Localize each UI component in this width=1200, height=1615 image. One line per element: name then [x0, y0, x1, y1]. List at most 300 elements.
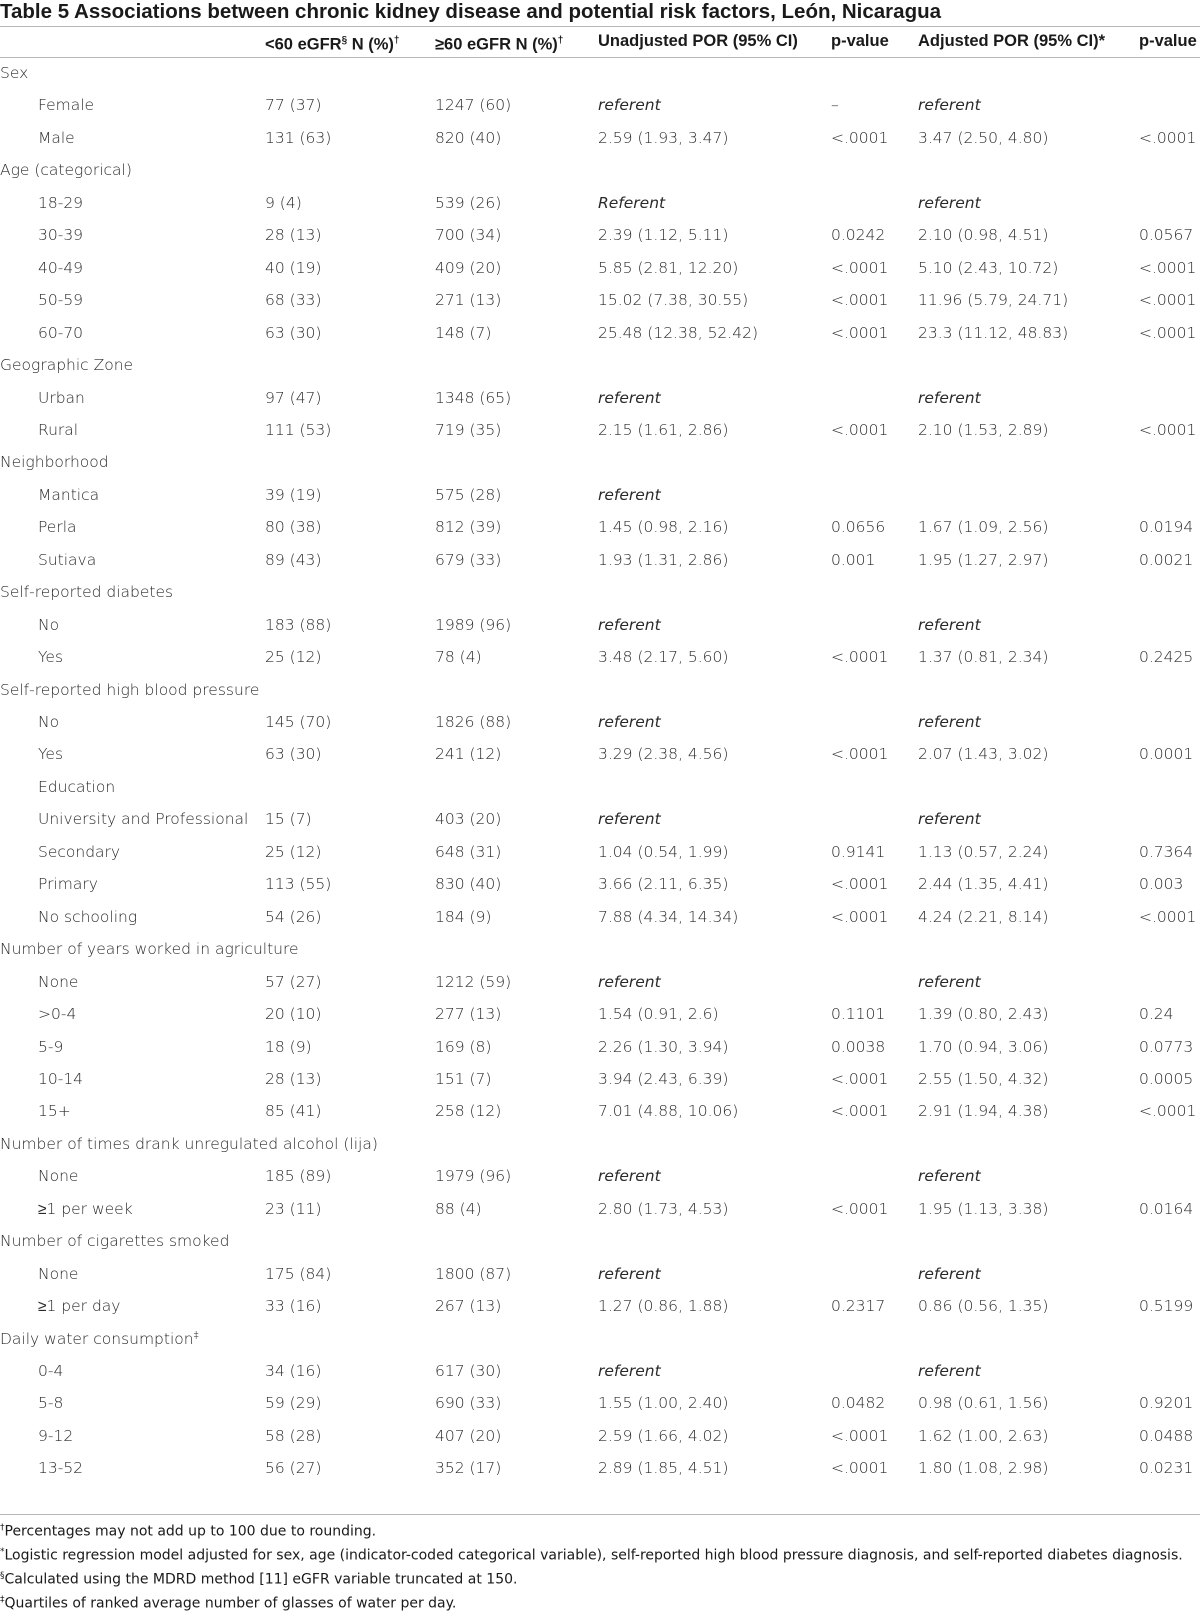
- cell-lt60-egfr: 54 (26): [265, 907, 322, 926]
- cell-adjusted-por: referent: [918, 972, 981, 991]
- row-label: [38, 738, 63, 771]
- label-text: Yes: [38, 648, 64, 667]
- cell-p-value-adjusted: <.0001: [1139, 258, 1197, 277]
- table-row: [0, 1387, 1200, 1420]
- cell-lt60-egfr: 68 (33): [265, 291, 322, 310]
- cell-lt60-egfr: 15 (7): [265, 810, 312, 829]
- cell-p-value-adjusted: 0.7364: [1139, 842, 1194, 861]
- cell-ge60-egfr: 148 (7): [435, 323, 492, 342]
- label-text: 5-9: [38, 1037, 64, 1056]
- row-label: [38, 187, 83, 220]
- cell-lt60-egfr: 111 (53): [265, 420, 332, 439]
- label-text: Rural: [38, 420, 79, 439]
- cell-ge60-egfr: 575 (28): [435, 485, 502, 504]
- table-group-row: [0, 446, 1200, 479]
- row-label: [38, 317, 83, 350]
- cell-unadjusted-por: referent: [598, 713, 661, 731]
- row-label: [38, 998, 76, 1031]
- cell-p-value-adjusted: 0.0773: [1139, 1037, 1194, 1056]
- cell-lt60-egfr: 63 (30): [265, 323, 322, 342]
- table-row: [0, 966, 1200, 999]
- label-text: 9-12: [38, 1426, 74, 1445]
- cell-adjusted-por: 1.95 (1.27, 2.97): [918, 550, 1049, 569]
- cell-adjusted-por: 1.95 (1.13, 3.38): [918, 1199, 1049, 1218]
- footnote: †Percentages may not add up to 100 due to rounding.: [0, 1523, 377, 1540]
- cell-lt60-egfr: 89 (43): [265, 550, 322, 569]
- label-text: None: [38, 1167, 79, 1186]
- cell-lt60-egfr: 175 (84): [265, 1264, 332, 1283]
- label-text: Perla: [38, 518, 77, 537]
- label-text: Secondary: [38, 842, 121, 861]
- group-label: [0, 1128, 378, 1161]
- cell-ge60-egfr: 184 (9): [435, 907, 492, 926]
- cell-p-value-unadjusted: 0.9141: [831, 842, 886, 861]
- cell-p-value-adjusted: <.0001: [1139, 291, 1197, 310]
- cell-unadjusted-por: 1.45 (0.98, 2.16): [598, 518, 729, 537]
- footnote-mark: ‡: [193, 1329, 199, 1341]
- cell-p-value-unadjusted: <.0001: [831, 258, 889, 277]
- row-label: [38, 252, 83, 285]
- cell-unadjusted-por: referent: [598, 1167, 661, 1186]
- label-text: 40-49: [38, 258, 84, 277]
- label-text: ≥1 per week: [38, 1199, 133, 1218]
- row-label: [38, 479, 99, 512]
- cell-unadjusted-por: 1.27 (0.86, 1.88): [598, 1297, 729, 1316]
- row-label: [38, 836, 120, 869]
- footnote: §Calculated using the MDRD method [11] eGFR variable truncated at 150.: [0, 1571, 518, 1588]
- table-row: [0, 1258, 1200, 1291]
- table-group-row: [0, 933, 1200, 966]
- cell-p-value-adjusted: 0.0567: [1139, 226, 1194, 245]
- footnote: *Logistic regression model adjusted for sex, age (indicator-coded categorical variable), self-reported high blood pressure diagnosis, and self-reported diabetes diagnosis.: [0, 1547, 1183, 1564]
- cell-adjusted-por: referent: [918, 193, 981, 212]
- table-row: [0, 706, 1200, 739]
- cell-p-value-unadjusted: <.0001: [831, 420, 889, 439]
- group-label: [0, 1225, 229, 1258]
- header-lt60-egfr: <60 eGFR§ N (%)†: [265, 35, 400, 54]
- cell-lt60-egfr: 9 (4): [265, 193, 302, 212]
- label-text: 13-52: [38, 1459, 84, 1478]
- cell-lt60-egfr: 97 (47): [265, 388, 322, 407]
- cell-adjusted-por: 0.86 (0.56, 1.35): [918, 1297, 1049, 1316]
- cell-p-value-unadjusted: <.0001: [831, 1426, 889, 1445]
- table-row: [0, 771, 1200, 804]
- cell-ge60-egfr: 277 (13): [435, 1005, 502, 1024]
- row-label: [38, 1063, 83, 1096]
- row-label: [38, 1031, 63, 1064]
- cell-lt60-egfr: 20 (10): [265, 1005, 322, 1024]
- cell-unadjusted-por: 1.54 (0.91, 2.6): [598, 1005, 719, 1024]
- cell-ge60-egfr: 690 (33): [435, 1394, 502, 1413]
- table-group-row: [0, 1323, 1200, 1356]
- header-unadjusted-por: Unadjusted POR (95% CI): [598, 32, 798, 50]
- cell-adjusted-por: referent: [918, 96, 981, 115]
- label-text: >0-4: [38, 1005, 77, 1024]
- row-label: [38, 544, 96, 577]
- cell-adjusted-por: 11.96 (5.79, 24.71): [918, 291, 1069, 310]
- group-label: [0, 933, 299, 966]
- cell-p-value-adjusted: <.0001: [1139, 128, 1197, 147]
- cell-ge60-egfr: 88 (4): [435, 1199, 482, 1218]
- cell-p-value-unadjusted: <.0001: [831, 291, 889, 310]
- table-row: [0, 1452, 1200, 1485]
- cell-adjusted-por: 1.13 (0.57, 2.24): [918, 842, 1049, 861]
- bottom-rule: [0, 1514, 1200, 1515]
- table-row: [0, 1420, 1200, 1453]
- table-group-row: [0, 349, 1200, 382]
- row-label: [38, 771, 115, 804]
- cell-adjusted-por: referent: [918, 1167, 981, 1186]
- table-row: [0, 511, 1200, 544]
- cell-unadjusted-por: referent: [598, 96, 661, 115]
- cell-p-value-unadjusted: <.0001: [831, 648, 889, 667]
- cell-ge60-egfr: 169 (8): [435, 1037, 492, 1056]
- cell-adjusted-por: referent: [918, 810, 981, 829]
- table-row: [0, 219, 1200, 252]
- cell-unadjusted-por: referent: [598, 1362, 661, 1380]
- cell-p-value-adjusted: 0.0231: [1139, 1459, 1194, 1478]
- cell-adjusted-por: referent: [918, 615, 981, 634]
- cell-ge60-egfr: 617 (30): [435, 1362, 502, 1380]
- cell-p-value-adjusted: 0.5199: [1139, 1297, 1194, 1316]
- row-label: [38, 284, 83, 317]
- table-row: [0, 1193, 1200, 1226]
- label-text: Male: [38, 128, 75, 147]
- cell-unadjusted-por: referent: [598, 485, 661, 504]
- label-text: None: [38, 1264, 79, 1283]
- cell-ge60-egfr: 352 (17): [435, 1459, 502, 1478]
- cell-p-value-unadjusted: 0.0656: [831, 518, 886, 537]
- row-label: [38, 511, 77, 544]
- label-text: Self-reported diabetes: [0, 583, 174, 602]
- group-label: [0, 349, 133, 382]
- footnotes: [0, 1518, 1200, 1615]
- cell-adjusted-por: 5.10 (2.43, 10.72): [918, 258, 1059, 277]
- label-text: 5-8: [38, 1394, 64, 1413]
- cell-ge60-egfr: 1212 (59): [435, 972, 512, 991]
- label-text: Sex: [0, 64, 29, 82]
- cell-adjusted-por: referent: [918, 713, 981, 731]
- table-group-row: [0, 1225, 1200, 1258]
- label-text: Age (categorical): [0, 161, 132, 180]
- cell-p-value-unadjusted: 0.0038: [831, 1037, 886, 1056]
- row-label: [38, 382, 85, 415]
- label-text: 15+: [38, 1102, 71, 1121]
- cell-ge60-egfr: 267 (13): [435, 1297, 502, 1316]
- label-text: No: [38, 713, 60, 731]
- cell-ge60-egfr: 812 (39): [435, 518, 502, 537]
- cell-unadjusted-por: 25.48 (12.38, 52.42): [598, 323, 758, 342]
- label-text: Neighborhood: [0, 453, 109, 472]
- cell-lt60-egfr: 18 (9): [265, 1037, 312, 1056]
- label-text: Primary: [38, 875, 98, 894]
- label-text: Sutiava: [38, 550, 97, 569]
- table-row: [0, 187, 1200, 220]
- cell-unadjusted-por: 3.94 (2.43, 6.39): [598, 1069, 729, 1088]
- cell-ge60-egfr: 409 (20): [435, 258, 502, 277]
- group-label: [0, 674, 259, 707]
- table-row: [0, 738, 1200, 771]
- cell-ge60-egfr: 820 (40): [435, 128, 502, 147]
- cell-adjusted-por: 2.44 (1.35, 4.41): [918, 875, 1049, 894]
- cell-p-value-adjusted: <.0001: [1139, 323, 1197, 342]
- cell-adjusted-por: 1.62 (1.00, 2.63): [918, 1426, 1049, 1445]
- header-ge60-egfr: ≥60 eGFR N (%)†: [435, 35, 564, 54]
- cell-lt60-egfr: 28 (13): [265, 1069, 322, 1088]
- cell-adjusted-por: 23.3 (11.12, 48.83): [918, 323, 1069, 342]
- table-row: [0, 609, 1200, 642]
- cell-unadjusted-por: referent: [598, 810, 661, 829]
- row-label: [38, 966, 78, 999]
- cell-unadjusted-por: referent: [598, 388, 661, 407]
- table-group-row: [0, 576, 1200, 609]
- cell-unadjusted-por: 3.66 (2.11, 6.35): [598, 875, 729, 894]
- cell-p-value-unadjusted: <.0001: [831, 1459, 889, 1478]
- cell-ge60-egfr: 539 (26): [435, 193, 502, 212]
- cell-unadjusted-por: 7.88 (4.34, 14.34): [598, 907, 739, 926]
- label-text: Urban: [38, 388, 85, 407]
- cell-adjusted-por: referent: [918, 388, 981, 407]
- group-label: [0, 154, 132, 187]
- cell-unadjusted-por: 2.15 (1.61, 2.86): [598, 420, 729, 439]
- table-row: [0, 1290, 1200, 1323]
- cell-lt60-egfr: 33 (16): [265, 1297, 322, 1316]
- table-row: [0, 1031, 1200, 1064]
- group-label: [0, 1323, 199, 1356]
- label-text: Number of years worked in agriculture: [0, 940, 299, 959]
- cell-ge60-egfr: 1989 (96): [435, 615, 512, 634]
- cell-p-value-unadjusted: 0.1101: [831, 1005, 886, 1024]
- label-text: Number of times drank unregulated alcohol (lija): [0, 1134, 378, 1153]
- cell-unadjusted-por: 7.01 (4.88, 10.06): [598, 1102, 739, 1121]
- cell-lt60-egfr: 56 (27): [265, 1459, 322, 1478]
- cell-unadjusted-por: referent: [598, 972, 661, 991]
- cell-unadjusted-por: 2.26 (1.30, 3.94): [598, 1037, 729, 1056]
- row-label: [38, 901, 137, 934]
- cell-p-value-unadjusted: <.0001: [831, 907, 889, 926]
- header-adjusted-por: Adjusted POR (95% CI)*: [918, 32, 1106, 50]
- label-text: ≥1 per day: [38, 1297, 121, 1316]
- cell-lt60-egfr: 63 (30): [265, 745, 322, 764]
- cell-adjusted-por: 1.80 (1.08, 2.98): [918, 1459, 1049, 1478]
- label-text: Yes: [38, 745, 64, 764]
- cell-lt60-egfr: 39 (19): [265, 485, 322, 504]
- cell-ge60-egfr: 700 (34): [435, 226, 502, 245]
- cell-unadjusted-por: 2.39 (1.12, 5.11): [598, 226, 729, 245]
- table-row: [0, 901, 1200, 934]
- group-label: [0, 446, 109, 479]
- label-text: No schooling: [38, 907, 138, 926]
- cell-adjusted-por: 2.10 (1.53, 2.89): [918, 420, 1049, 439]
- cell-ge60-egfr: 1348 (65): [435, 388, 512, 407]
- cell-p-value-unadjusted: <.0001: [831, 1199, 889, 1218]
- cell-lt60-egfr: 77 (37): [265, 96, 322, 115]
- cell-p-value-adjusted: 0.9201: [1139, 1394, 1194, 1413]
- cell-adjusted-por: referent: [918, 1264, 981, 1283]
- cell-p-value-unadjusted: <.0001: [831, 745, 889, 764]
- cell-p-value-unadjusted: <.0001: [831, 323, 889, 342]
- cell-adjusted-por: 4.24 (2.21, 8.14): [918, 907, 1049, 926]
- cell-unadjusted-por: 5.85 (2.81, 12.20): [598, 258, 739, 277]
- label-text: University and Professional: [38, 810, 249, 829]
- cell-p-value-unadjusted: <.0001: [831, 875, 889, 894]
- row-label: [38, 1258, 78, 1291]
- label-text: Education: [38, 777, 116, 796]
- cell-adjusted-por: 1.37 (0.81, 2.34): [918, 648, 1049, 667]
- row-label: [38, 868, 98, 901]
- table-row: [0, 1063, 1200, 1096]
- table-row: [0, 1095, 1200, 1128]
- cell-p-value-unadjusted: 0.0242: [831, 226, 886, 245]
- cell-lt60-egfr: 28 (13): [265, 226, 322, 245]
- cell-unadjusted-por: 1.55 (1.00, 2.40): [598, 1394, 729, 1413]
- cell-adjusted-por: 1.67 (1.09, 2.56): [918, 518, 1049, 537]
- label-text: 60-70: [38, 323, 84, 342]
- cell-unadjusted-por: 1.04 (0.54, 1.99): [598, 842, 729, 861]
- cell-p-value-unadjusted: <.0001: [831, 1069, 889, 1088]
- table-row: [0, 284, 1200, 317]
- cell-lt60-egfr: 183 (88): [265, 615, 332, 634]
- cell-ge60-egfr: 258 (12): [435, 1102, 502, 1121]
- table-group-row: [0, 154, 1200, 187]
- cell-ge60-egfr: 648 (31): [435, 842, 502, 861]
- header-p-value-unadjusted: p-value: [831, 32, 889, 50]
- cell-ge60-egfr: 1979 (96): [435, 1167, 512, 1186]
- cell-lt60-egfr: 80 (38): [265, 518, 322, 537]
- cell-p-value-adjusted: 0.24: [1139, 1005, 1174, 1024]
- label-text: No: [38, 615, 60, 634]
- cell-p-value-adjusted: 0.0001: [1139, 745, 1194, 764]
- cell-adjusted-por: 0.98 (0.61, 1.56): [918, 1394, 1049, 1413]
- cell-unadjusted-por: 2.80 (1.73, 4.53): [598, 1199, 729, 1218]
- cell-unadjusted-por: 15.02 (7.38, 30.55): [598, 291, 749, 310]
- cell-lt60-egfr: 23 (11): [265, 1199, 322, 1218]
- cell-ge60-egfr: 1826 (88): [435, 713, 512, 731]
- cell-lt60-egfr: 85 (41): [265, 1102, 322, 1121]
- group-label: [0, 57, 28, 90]
- row-label: [38, 414, 78, 447]
- row-label: [38, 89, 94, 122]
- label-text: None: [38, 972, 79, 991]
- cell-ge60-egfr: 78 (4): [435, 648, 482, 667]
- row-label: [38, 1095, 71, 1128]
- cell-unadjusted-por: referent: [598, 1264, 661, 1283]
- label-text: Female: [38, 96, 95, 115]
- cell-unadjusted-por: 3.48 (2.17, 5.60): [598, 648, 729, 667]
- cell-lt60-egfr: 57 (27): [265, 972, 322, 991]
- cell-lt60-egfr: 34 (16): [265, 1362, 322, 1380]
- table-row: [0, 803, 1200, 836]
- cell-p-value-unadjusted: –: [831, 96, 839, 115]
- cell-p-value-adjusted: 0.0021: [1139, 550, 1194, 569]
- cell-p-value-adjusted: 0.0194: [1139, 518, 1194, 537]
- cell-unadjusted-por: 1.93 (1.31, 2.86): [598, 550, 729, 569]
- cell-p-value-unadjusted: 0.001: [831, 550, 876, 569]
- cell-ge60-egfr: 271 (13): [435, 291, 502, 310]
- cell-lt60-egfr: 145 (70): [265, 713, 332, 731]
- row-label: [38, 1290, 120, 1323]
- cell-ge60-egfr: 407 (20): [435, 1426, 502, 1445]
- cell-unadjusted-por: referent: [598, 615, 661, 634]
- cell-p-value-adjusted: 0.0164: [1139, 1199, 1194, 1218]
- cell-unadjusted-por: 2.59 (1.93, 3.47): [598, 128, 729, 147]
- cell-lt60-egfr: 25 (12): [265, 648, 322, 667]
- cell-unadjusted-por: 3.29 (2.38, 4.56): [598, 745, 729, 764]
- label-text: Mantica: [38, 485, 100, 504]
- table-group-row: [0, 674, 1200, 707]
- label-text: 30-39: [38, 226, 84, 245]
- table-group-row: [0, 1128, 1200, 1161]
- cell-adjusted-por: 2.55 (1.50, 4.32): [918, 1069, 1049, 1088]
- row-label: [38, 219, 83, 252]
- cell-p-value-unadjusted: 0.0482: [831, 1394, 886, 1413]
- cell-unadjusted-por: 2.59 (1.66, 4.02): [598, 1426, 729, 1445]
- footnote: ‡Quartiles of ranked average number of glasses of water per day.: [0, 1595, 457, 1613]
- cell-ge60-egfr: 830 (40): [435, 875, 502, 894]
- table-row: [0, 1160, 1200, 1193]
- row-label: [38, 641, 63, 674]
- cell-unadjusted-por: Referent: [598, 193, 666, 212]
- row-label: [38, 609, 59, 642]
- row-label: [38, 122, 75, 155]
- cell-adjusted-por: referent: [918, 1362, 981, 1380]
- cell-ge60-egfr: 679 (33): [435, 550, 502, 569]
- cell-p-value-adjusted: <.0001: [1139, 1102, 1197, 1121]
- row-label: [38, 1355, 63, 1388]
- cell-unadjusted-por: 2.89 (1.85, 4.51): [598, 1459, 729, 1478]
- row-label: [38, 706, 59, 739]
- cell-ge60-egfr: 1800 (87): [435, 1264, 512, 1283]
- cell-p-value-adjusted: 0.0005: [1139, 1069, 1194, 1088]
- cell-lt60-egfr: 40 (19): [265, 258, 322, 277]
- label-text: Number of cigarettes smoked: [0, 1232, 230, 1251]
- cell-adjusted-por: 1.70 (0.94, 3.06): [918, 1037, 1049, 1056]
- cell-p-value-adjusted: 0.0488: [1139, 1426, 1194, 1445]
- cell-lt60-egfr: 131 (63): [265, 128, 332, 147]
- row-label: [38, 1160, 78, 1193]
- table-row: [0, 998, 1200, 1031]
- table-row: [0, 836, 1200, 869]
- label-text: Daily water consumption: [0, 1329, 194, 1348]
- label-text: 10-14: [38, 1069, 84, 1088]
- table-row: [0, 1355, 1200, 1388]
- cell-ge60-egfr: 1247 (60): [435, 96, 512, 115]
- row-label: [38, 1452, 83, 1485]
- label-text: Geographic Zone: [0, 356, 134, 375]
- cell-ge60-egfr: 719 (35): [435, 420, 502, 439]
- label-text: 50-59: [38, 291, 84, 310]
- label-text: Self-reported high blood pressure: [0, 680, 260, 699]
- table-row: [0, 641, 1200, 674]
- cell-ge60-egfr: 403 (20): [435, 810, 502, 829]
- table-row: [0, 479, 1200, 512]
- cell-p-value-unadjusted: <.0001: [831, 1102, 889, 1121]
- top-rule: [0, 26, 1200, 27]
- cell-adjusted-por: 2.91 (1.94, 4.38): [918, 1102, 1049, 1121]
- cell-adjusted-por: 2.07 (1.43, 3.02): [918, 745, 1049, 764]
- cell-p-value-adjusted: <.0001: [1139, 420, 1197, 439]
- table-row: [0, 868, 1200, 901]
- cell-ge60-egfr: 151 (7): [435, 1069, 492, 1088]
- cell-p-value-adjusted: 0.003: [1139, 875, 1184, 894]
- cell-lt60-egfr: 113 (55): [265, 875, 332, 894]
- cell-p-value-adjusted: <.0001: [1139, 907, 1197, 926]
- table-row: [0, 544, 1200, 577]
- cell-p-value-unadjusted: <.0001: [831, 128, 889, 147]
- table-row: [0, 122, 1200, 155]
- table-row: [0, 252, 1200, 285]
- row-label: [38, 1193, 133, 1226]
